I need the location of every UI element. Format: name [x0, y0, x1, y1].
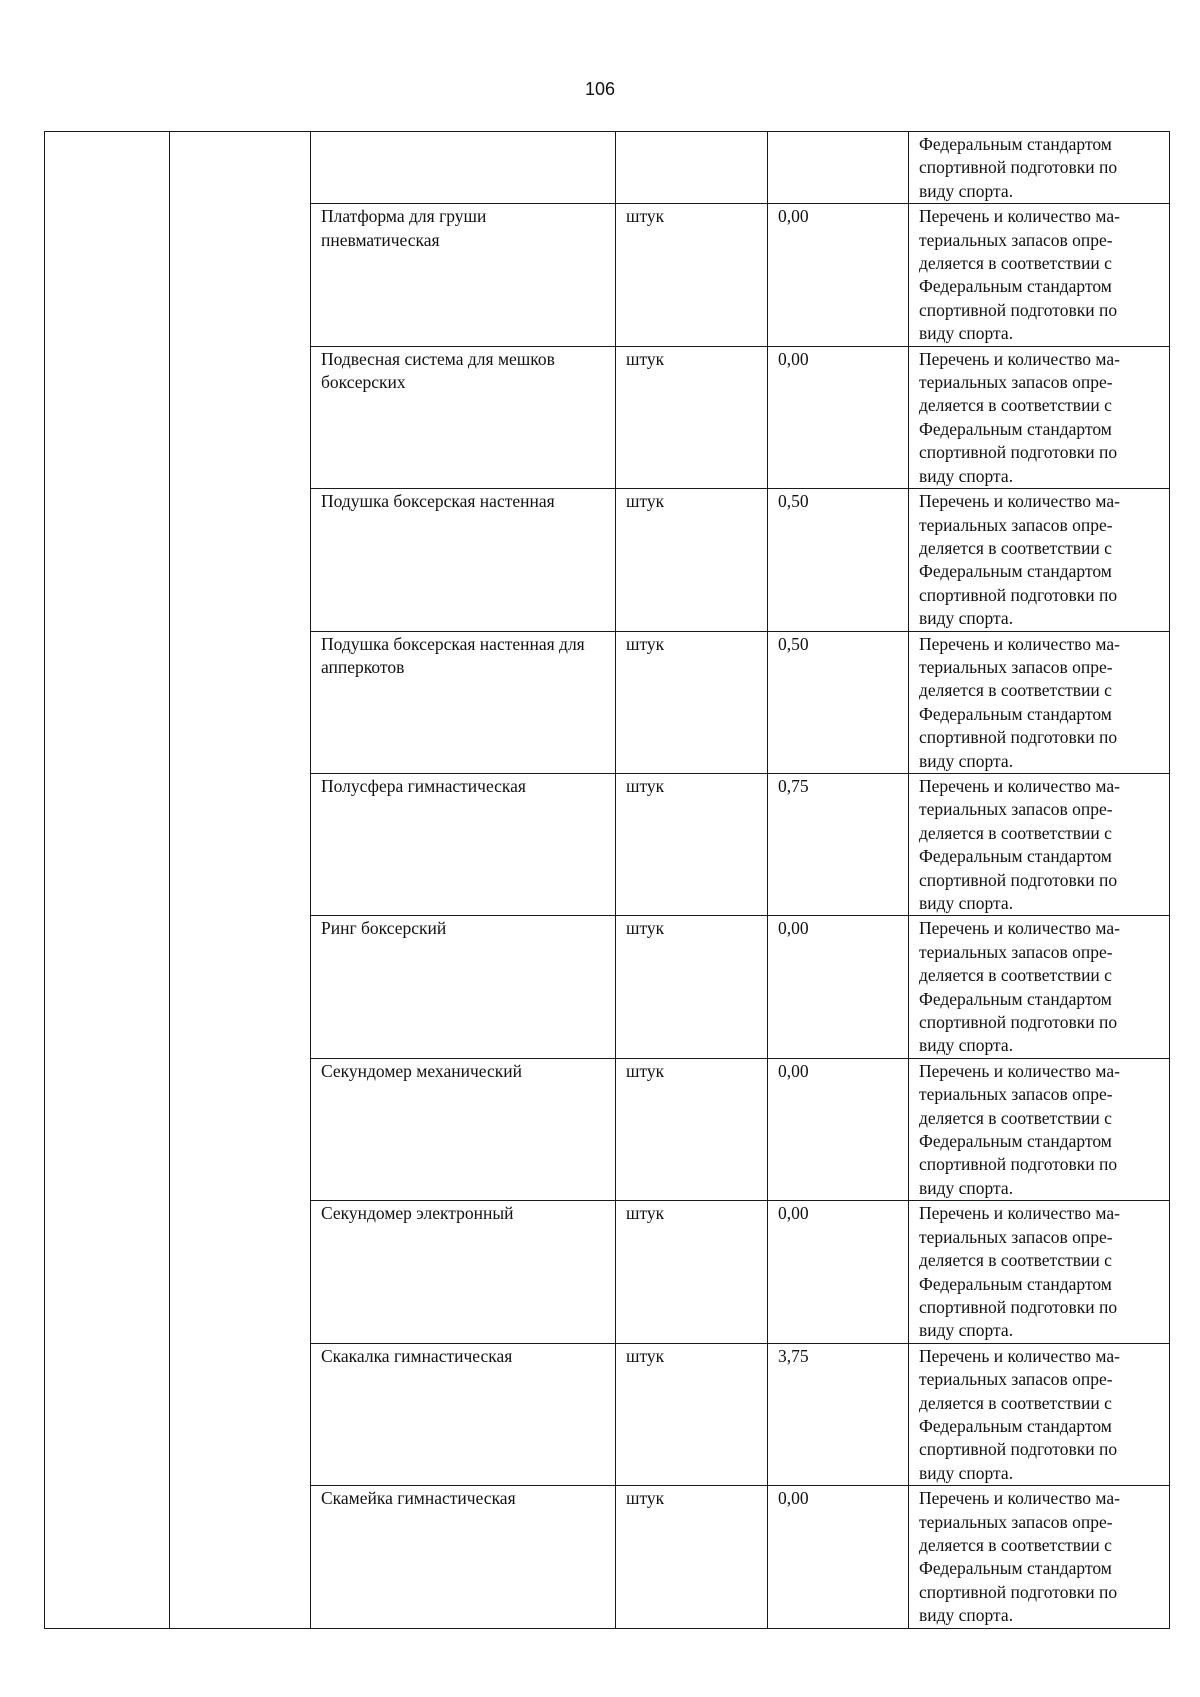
item-quantity-cell	[768, 631, 909, 773]
item-unit: штук	[626, 633, 665, 654]
note-line: виду спорта.	[919, 1320, 1014, 1341]
item-unit-cell	[616, 204, 768, 346]
item-note-cell	[909, 631, 1170, 773]
item-name-cell	[311, 1201, 616, 1343]
note-line: Перечень и количество ма-	[919, 1345, 1120, 1366]
item-quantity-cell	[768, 1058, 909, 1200]
note-line: спортивной подготовки по	[919, 442, 1118, 463]
note-line: Федеральным стандартом	[919, 418, 1112, 439]
item-quantity: 0,00	[778, 1203, 809, 1224]
empty-column-2	[170, 132, 311, 1629]
item-quantity: 0,00	[778, 918, 809, 939]
note-line: деляется в соответствии с	[919, 1534, 1112, 1555]
continuation-name-cell	[311, 132, 616, 204]
page-number: 106	[584, 79, 616, 99]
item-note-cell	[909, 489, 1170, 631]
note-line: деляется в соответствии с	[919, 253, 1112, 274]
note-line: деляется в соответствии с	[919, 395, 1112, 416]
item-note-cell	[909, 773, 1170, 915]
note-line: деляется в соответствии с	[919, 537, 1112, 558]
note-line: виду спорта.	[919, 1035, 1014, 1056]
note-line: териальных запасов опре-	[919, 514, 1113, 535]
item-unit-cell	[616, 1343, 768, 1485]
item-name: Секундомер электронный	[321, 1203, 514, 1224]
item-name-cell	[311, 346, 616, 488]
note-line: Федеральным стандартом	[919, 1415, 1112, 1436]
note-line: Перечень и количество ма-	[919, 206, 1120, 227]
item-name: Подвесная система для мешков боксерских	[321, 348, 555, 393]
item-unit: штук	[626, 1488, 665, 1509]
item-name: Скакалка гимнастическая	[321, 1345, 513, 1366]
item-name-cell	[311, 489, 616, 631]
item-unit: штук	[626, 775, 665, 796]
item-unit-cell	[616, 916, 768, 1058]
item-name-cell	[311, 1343, 616, 1485]
item-unit: штук	[626, 1060, 665, 1081]
item-unit-cell	[616, 489, 768, 631]
note-line: Федеральным стандартом	[919, 1131, 1112, 1152]
note-line: Перечень и количество ма-	[919, 775, 1120, 796]
note-line: териальных запасов опре-	[919, 372, 1113, 393]
note-line: виду спорта.	[919, 750, 1014, 771]
note-line: Перечень и количество ма-	[919, 1203, 1120, 1224]
item-name: Ринг боксерский	[321, 918, 447, 939]
note-line: деляется в соответствии с	[919, 1107, 1112, 1128]
item-quantity: 0,00	[778, 206, 809, 227]
item-name-cell	[311, 1058, 616, 1200]
note-line: спортивной подготовки по	[919, 1439, 1118, 1460]
item-quantity: 0,50	[778, 633, 809, 654]
empty-column-1	[45, 132, 170, 1629]
note-line: спортивной подготовки по	[919, 584, 1118, 605]
note-line: виду спорта.	[919, 608, 1014, 629]
item-unit: штук	[626, 491, 665, 512]
note-line: териальных запасов опре-	[919, 1369, 1113, 1390]
note-line: Федеральным стандартом	[919, 988, 1112, 1009]
item-name: Подушка боксерская настенная	[321, 491, 555, 512]
item-unit-cell	[616, 346, 768, 488]
item-note-cell	[909, 1486, 1170, 1628]
note-line: Федеральным стандартом	[919, 561, 1112, 582]
note-line: Перечень и количество ма-	[919, 633, 1120, 654]
note-line: териальных запасов опре-	[919, 1511, 1113, 1532]
continuation-quantity-cell	[768, 132, 909, 204]
item-name: Подушка боксерская настенная для апперкотов	[321, 633, 585, 677]
note-line: спортивной подготовки по	[919, 299, 1118, 320]
item-name-cell	[311, 1486, 616, 1628]
item-unit-cell	[616, 1486, 768, 1628]
item-quantity: 0,00	[778, 1488, 809, 1509]
item-note-cell	[909, 204, 1170, 346]
note-line: Перечень и количество ма-	[919, 1060, 1120, 1081]
item-name: Скамейка гимнастическая	[321, 1488, 516, 1509]
note-line: виду спорта.	[919, 323, 1014, 344]
item-quantity-cell	[768, 204, 909, 346]
item-quantity-cell	[768, 773, 909, 915]
note-line: виду спорта.	[919, 893, 1014, 913]
item-name-cell	[311, 631, 616, 773]
item-quantity-cell	[768, 1486, 909, 1628]
table-row-continuation	[45, 132, 1170, 204]
note-line: Федеральным стандартом	[919, 1273, 1112, 1294]
note-line: Перечень и количество ма-	[919, 491, 1120, 512]
item-unit: штук	[626, 348, 665, 369]
note-line: Перечень и количество ма-	[919, 1488, 1120, 1509]
note-line: виду спорта.	[919, 1462, 1014, 1483]
note-line: Перечень и количество ма-	[919, 918, 1120, 939]
item-quantity: 0,00	[778, 1060, 809, 1081]
item-note-cell	[909, 1058, 1170, 1200]
item-quantity-cell	[768, 1343, 909, 1485]
item-unit: штук	[626, 918, 665, 939]
continuation-note-cell	[909, 132, 1170, 204]
note-line: Федеральным стандартом	[919, 703, 1112, 724]
item-quantity: 0,50	[778, 491, 809, 512]
item-note-cell	[909, 1201, 1170, 1343]
item-unit: штук	[626, 206, 665, 227]
item-quantity: 0,75	[778, 775, 809, 796]
note-line: териальных запасов опре-	[919, 941, 1113, 962]
item-name-cell	[311, 916, 616, 1058]
note-line: деляется в соответствии с	[919, 965, 1112, 986]
note-line: териальных запасов опре-	[919, 229, 1113, 250]
note-line: Федеральным стандартом	[919, 846, 1112, 867]
note-line: спортивной подготовки по	[919, 1012, 1118, 1033]
note-line: Федеральным стандартом	[919, 1558, 1112, 1579]
item-unit: штук	[626, 1345, 665, 1366]
note-line: териальных запасов опре-	[919, 799, 1113, 820]
note-line: спортивной подготовки по	[919, 1154, 1118, 1175]
note-line: виду спорта.	[919, 465, 1014, 486]
item-quantity: 0,00	[778, 348, 809, 369]
note-line: виду спорта.	[919, 180, 1014, 201]
note-line: спортивной подготовки по	[919, 1296, 1118, 1317]
item-quantity: 3,75	[778, 1345, 809, 1366]
note-line: Перечень и количество ма-	[919, 348, 1120, 369]
item-unit-cell	[616, 773, 768, 915]
item-note-cell	[909, 346, 1170, 488]
item-note-cell	[909, 1343, 1170, 1485]
note-line: спортивной подготовки по	[919, 157, 1118, 178]
note-line: териальных запасов опре-	[919, 656, 1113, 677]
item-name-cell	[311, 773, 616, 915]
item-unit-cell	[616, 1201, 768, 1343]
note-line: териальных запасов опре-	[919, 1084, 1113, 1105]
note-line: виду спорта.	[919, 1177, 1014, 1198]
note-line: териальных запасов опре-	[919, 1226, 1113, 1247]
item-unit: штук	[626, 1203, 665, 1224]
table-body	[45, 132, 1170, 1629]
equipment-table	[44, 131, 1170, 1629]
note-line: спортивной подготовки по	[919, 1581, 1118, 1602]
item-quantity-cell	[768, 346, 909, 488]
note-line: Федеральным стандартом	[919, 276, 1112, 297]
item-quantity-cell	[768, 1201, 909, 1343]
note-line: деляется в соответствии с	[919, 1250, 1112, 1271]
item-note-cell	[909, 916, 1170, 1058]
item-unit-cell	[616, 1058, 768, 1200]
item-name: Секундомер механический	[321, 1060, 522, 1081]
item-unit-cell	[616, 631, 768, 773]
note-line: деляется в соответствии с	[919, 680, 1112, 701]
note-line: Федеральным стандартом	[919, 134, 1112, 154]
continuation-unit-cell	[616, 132, 768, 204]
note-line: деляется в соответствии с	[919, 822, 1112, 843]
item-name-cell	[311, 204, 616, 346]
item-name: Платформа для груши пневматическая	[321, 206, 487, 250]
note-line: спортивной подготовки по	[919, 869, 1118, 890]
note-line: спортивной подготовки по	[919, 727, 1118, 748]
item-name: Полусфера гимнастическая	[321, 775, 526, 796]
note-line: виду спорта.	[919, 1605, 1014, 1626]
item-quantity-cell	[768, 916, 909, 1058]
item-quantity-cell	[768, 489, 909, 631]
note-line: деляется в соответствии с	[919, 1392, 1112, 1413]
